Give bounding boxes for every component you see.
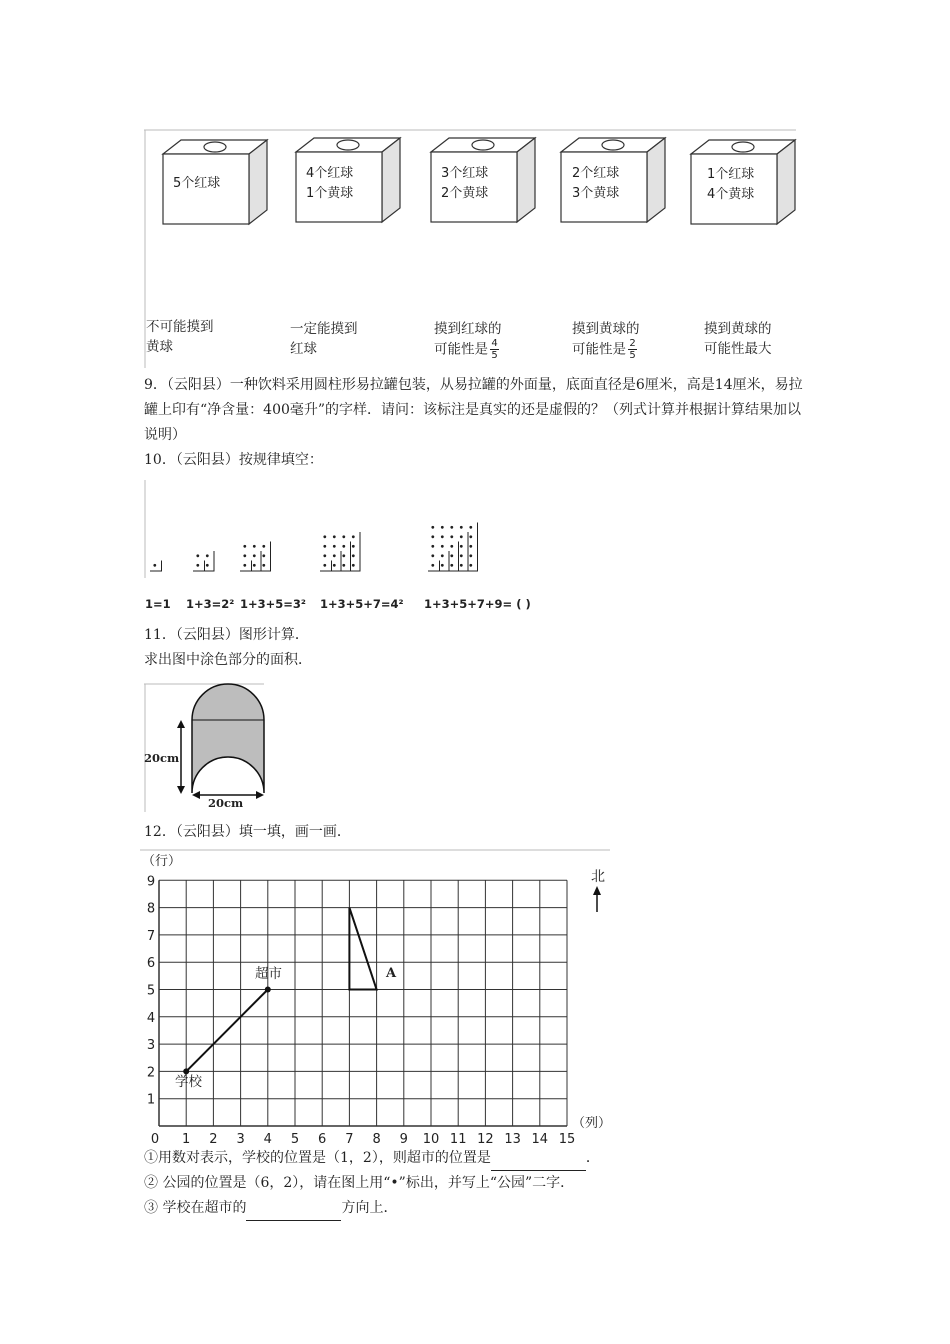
x-tick-1: 1 <box>182 1132 191 1147</box>
north-arrow-head-icon <box>593 886 601 895</box>
box-hole-5 <box>732 142 754 152</box>
shaded-figure-drawing <box>144 682 274 814</box>
supermarket-label: 超市 <box>255 966 282 982</box>
box-4-text-1: 2个红球 <box>572 166 620 181</box>
equation-1: 1=1 <box>145 597 171 611</box>
grid-drawing <box>140 848 620 1148</box>
fraction-2-5 <box>628 338 637 361</box>
fraction-4-5-den: 5 <box>491 350 498 361</box>
y-tick-9: 9 <box>146 874 156 890</box>
y-tick-7: 7 <box>146 928 156 944</box>
question-12-3-text: ③ 学校在超市的 <box>144 1200 247 1216</box>
label-1-line-1: 不可能摸到 <box>146 319 214 335</box>
y-tick-8: 8 <box>146 901 156 917</box>
x-tick-15: 15 <box>558 1132 576 1147</box>
box-3-text-2: 2个黄球 <box>441 186 489 201</box>
y-tick-2: 2 <box>146 1065 156 1081</box>
dim-width-label: 20cm <box>208 796 244 810</box>
grid-figure <box>140 848 620 1148</box>
point-a-label: A <box>386 966 397 981</box>
dot-pattern-4 <box>320 532 360 571</box>
grid-lines <box>159 880 567 1126</box>
equation-5: 1+3+5+7+9= ( ) <box>424 597 531 611</box>
dot-pattern-2 <box>193 551 214 571</box>
label-5-line-2: 可能性最大 <box>704 341 772 357</box>
label-3-line-1: 摸到红球的 <box>434 321 502 337</box>
box-5-text-1: 1个红球 <box>707 167 755 182</box>
x-tick-10: 10 <box>422 1132 440 1147</box>
school-label: 学校 <box>175 1074 202 1090</box>
x-tick-12: 12 <box>477 1132 494 1147</box>
shaded-figure <box>144 682 274 814</box>
question-12-1-text: ①用数对表示，学校的位置是（1，2），则超市的位置是 <box>144 1150 491 1166</box>
y-tick-5: 5 <box>146 983 156 999</box>
box-hole-4 <box>602 140 624 150</box>
x-tick-5: 5 <box>290 1132 300 1147</box>
x-tick-0: 0 <box>150 1132 160 1147</box>
label-3-text: 可能性是 <box>434 341 488 358</box>
x-tick-3: 3 <box>236 1132 245 1147</box>
x-tick-6: 6 <box>318 1132 327 1147</box>
question-11-sub: 求出图中涂色部分的面积． <box>144 652 312 668</box>
dot-pattern-3 <box>240 542 271 572</box>
x-tick-9: 9 <box>399 1132 408 1147</box>
label-1-line-2: 黄球 <box>146 339 173 355</box>
equation-2: 1+3=2² <box>186 597 235 611</box>
box-hole-2 <box>337 140 359 150</box>
box-hole-3 <box>472 140 494 150</box>
x-tick-14: 14 <box>531 1132 549 1147</box>
north-label: 北 <box>591 869 605 885</box>
col-axis-label: （列） <box>572 1116 612 1131</box>
x-tick-11: 11 <box>449 1132 467 1147</box>
x-tick-13: 13 <box>504 1132 521 1147</box>
question-12-1 <box>144 1146 809 1171</box>
box-figure <box>144 128 799 368</box>
dot-pattern-drawing <box>144 478 554 598</box>
supermarket-point <box>265 987 271 993</box>
answer-blank-2[interactable] <box>246 1204 341 1221</box>
box-3-text-1: 3个红球 <box>441 166 489 181</box>
dot-pattern-1 <box>150 561 162 572</box>
school-supermarket-line <box>186 990 268 1072</box>
fraction-2-5-num: 2 <box>629 338 636 349</box>
box-1-text-1: 5个红球 <box>173 176 221 191</box>
equation-3: 1+3+5=3² <box>240 597 306 611</box>
x-tick-2: 2 <box>209 1132 218 1147</box>
question-10: 10．（云阳县）按规律填空： <box>144 452 323 468</box>
label-4-text: 可能性是 <box>572 341 626 358</box>
fraction-2-5-den: 5 <box>629 350 636 361</box>
question-12-3 <box>144 1196 809 1221</box>
equation-4: 1+3+5+7=4² <box>320 597 404 611</box>
row-axis-label: （行） <box>142 854 182 869</box>
dot-pattern-5 <box>428 523 478 572</box>
fraction-4-5 <box>490 338 499 361</box>
y-tick-4: 4 <box>146 1010 156 1026</box>
label-2-line-2: 红球 <box>290 341 317 357</box>
y-tick-1: 1 <box>146 1092 156 1108</box>
question-12-1-end: ． <box>585 1150 600 1166</box>
y-tick-6: 6 <box>146 956 156 972</box>
y-tick-3: 3 <box>146 1038 156 1054</box>
label-4-line-2 <box>572 338 637 361</box>
x-tick-8: 8 <box>372 1132 381 1147</box>
question-12-2: ② 公园的位置是（6，2），请在图上用“•”标出，并写上“公园”二字． <box>144 1175 575 1191</box>
label-2-line-1: 一定能摸到 <box>290 321 358 337</box>
label-5-line-1: 摸到黄球的 <box>704 321 772 337</box>
box-2-text-1: 4个红球 <box>306 166 354 181</box>
box-5-text-2: 4个黄球 <box>707 187 755 202</box>
dim-height-label: 20cm <box>144 751 180 765</box>
fraction-4-5-num: 4 <box>491 338 498 349</box>
label-4-line-1: 摸到黄球的 <box>572 321 640 337</box>
triangle <box>349 908 376 990</box>
question-9: 9．（云阳县）一种饮料采用圆柱形易拉罐包装，从易拉罐的外面量，底面直径是6厘米，高是14厘米，易拉罐上印有“净含量：400毫升”的字样．请问：该标注是真实的还是虚假的？（列式计算并根据计算结果加以说明） <box>144 377 803 443</box>
box-2-text-2: 1个黄球 <box>306 186 354 201</box>
answer-blank-1[interactable] <box>491 1154 586 1171</box>
question-11: 11．（云阳县）图形计算． <box>144 627 309 643</box>
question-12-3-end: 方向上． <box>341 1200 398 1216</box>
x-tick-7: 7 <box>345 1132 354 1147</box>
question-12: 12．（云阳县）填一填，画一画． <box>144 824 351 840</box>
x-tick-4: 4 <box>263 1132 272 1147</box>
box-hole-1 <box>204 142 226 152</box>
label-3-line-2 <box>434 338 499 361</box>
box-4-text-2: 3个黄球 <box>572 186 620 201</box>
